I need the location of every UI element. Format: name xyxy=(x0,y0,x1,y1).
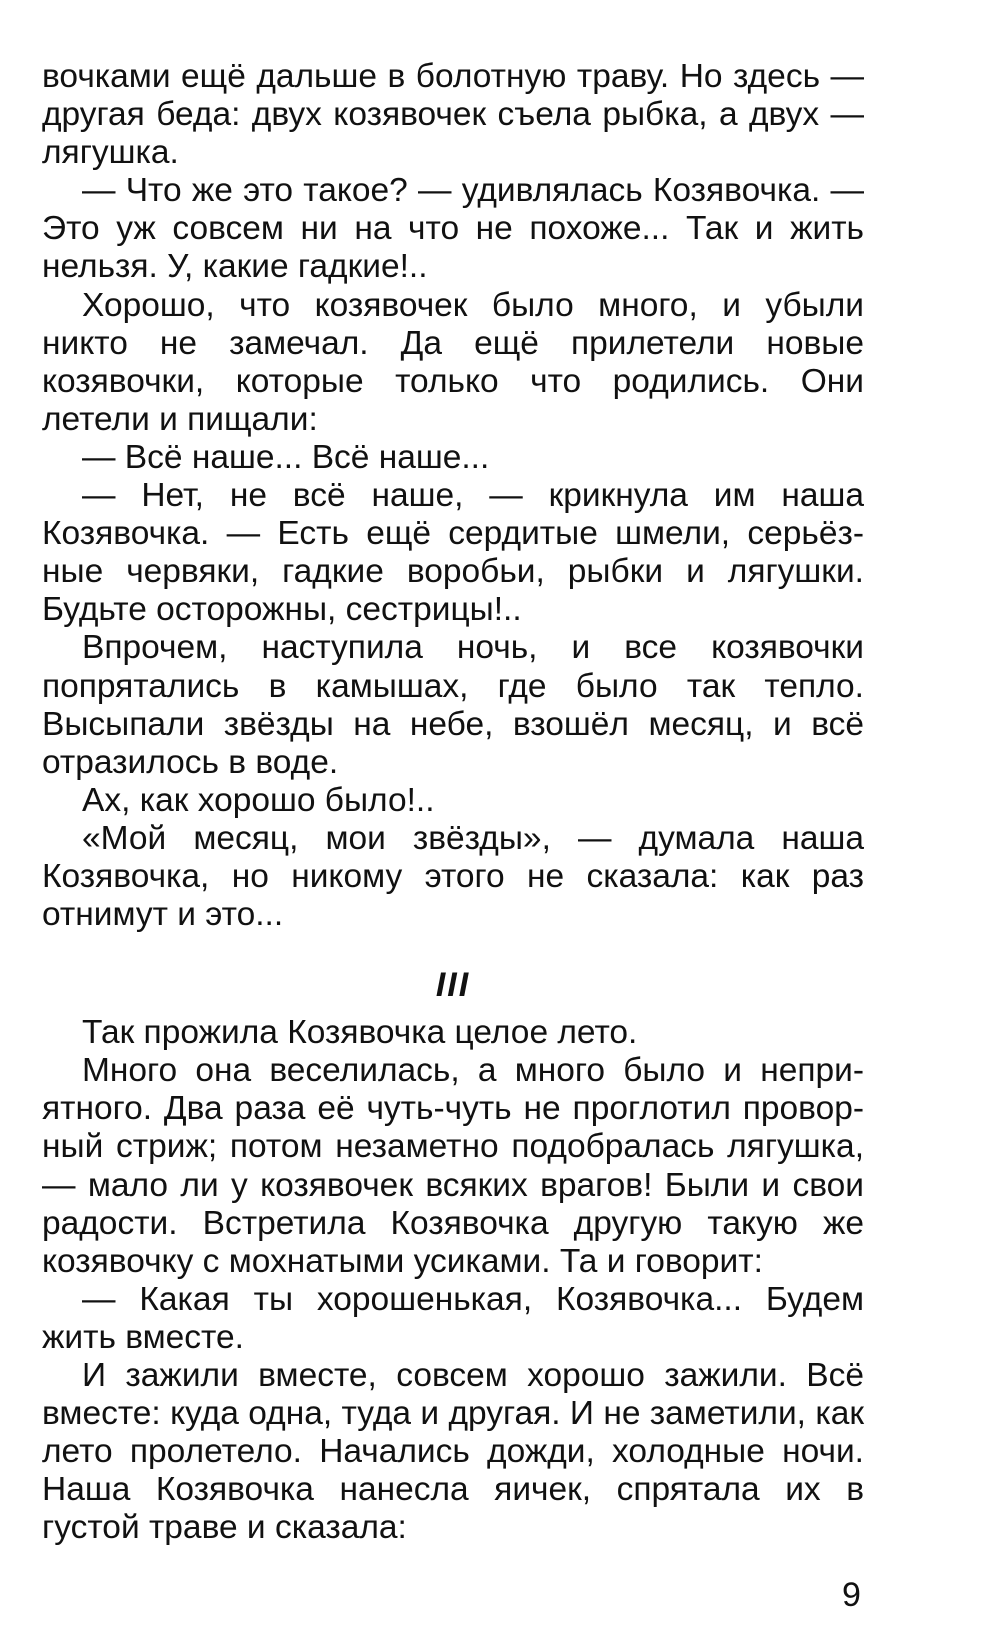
paragraph: — Что же это такое? — удивлялась Козявочка. — Это уж совсем ни на что не похоже... Так и жить нельзя. У, какие гадкие!.. xyxy=(42,172,864,286)
paragraph: Много она веселилась, а много было и неприятного. Два раза её чуть-чуть не проглотил проворный стриж; потом незаметно подобралась лягушка, — мало ли у козявочек всяких врагов! Были и свои радости. Встретила Козявочка другую такую же козявочку с мохнатыми усиками. Та и говорит: xyxy=(42,1052,864,1280)
paragraph: Так прожила Козявочка целое лето. xyxy=(82,1014,638,1052)
paragraph: Хорошо, что козявочек было много, и убыли никто не замечал. Да ещё прилетели новые козявочки, которые только что родились. Они летели и пищали: xyxy=(42,286,864,438)
paragraph: — Всё наше... Всё наше... xyxy=(82,438,490,476)
paragraph: Впрочем, наступила ночь, и все козявочки попрятались в камышах, где было так тепло. Высыпали звёзды на небе, взошёл месяц, и всё отразилось в воде. xyxy=(42,629,864,781)
paragraph: И зажили вместе, совсем хорошо зажили. Всё вместе: куда одна, туда и другая. И не заметили, как лето пролетело. Начались дожди, холодные ночи. Наша Козявочка нанесла яичек, спрятала их в густой траве и сказала: xyxy=(42,1357,864,1547)
paragraph: вочками ещё дальше в болотную траву. Но здесь — другая беда: двух козявочек съела рыбка, а двух — лягушка. xyxy=(42,58,864,172)
page-number: 9 xyxy=(842,1576,861,1614)
paragraph: Ах, как хорошо было!.. xyxy=(82,781,435,819)
page-body xyxy=(42,58,864,1547)
chapter-heading: III xyxy=(435,966,471,1005)
paragraph: — Какая ты хорошенькая, Козявочка... Будем жить вместе. xyxy=(42,1280,864,1356)
paragraph: — Нет, не всё наше, — крикнула им наша Козявочка. — Есть ещё сердитые шмели, серьёзные червяки, гадкие воробьи, рыбки и лягушки. Будьте осторожны, сестрицы!.. xyxy=(42,477,864,629)
paragraph: «Мой месяц, мои звёзды», — думала наша Козявочка, но никому этого не сказала: как раз отнимут и это... xyxy=(42,819,864,934)
